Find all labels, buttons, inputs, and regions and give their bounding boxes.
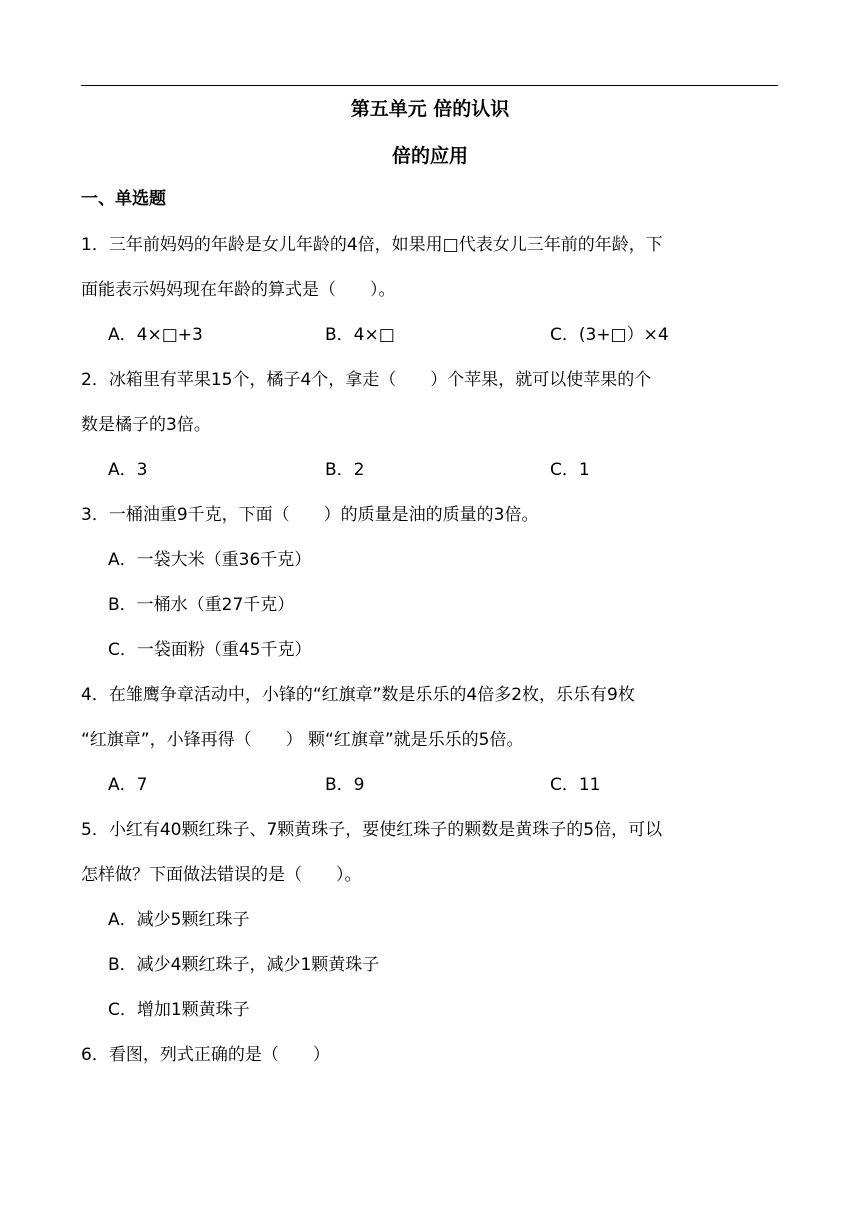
- question-text-line: 数是橘子的3倍。: [81, 415, 211, 435]
- section-heading: 一、单选题: [81, 189, 166, 209]
- question-text-line: 2．冰箱里有苹果15个，橘子4个，拿走（ ）个苹果，就可以使苹果的个: [81, 370, 652, 390]
- option-b: B．一桶水（重27千克）: [108, 595, 295, 615]
- option-c: C．11: [550, 775, 601, 795]
- option-c: C．1: [550, 460, 590, 480]
- question-text-line: 面能表示妈妈现在年龄的算式是（ ）。: [81, 280, 396, 300]
- option-b: B．9: [325, 775, 365, 795]
- page-subtitle: 倍的应用: [391, 145, 468, 167]
- option-a: A．4×□+3: [108, 325, 203, 345]
- question-text-line: “红旗章”，小锋再得（ ） 颗“红旗章”就是乐乐的5倍。: [81, 730, 524, 750]
- question-text-line: 4．在雏鹰争章活动中，小锋的“红旗章”数是乐乐的4倍多2枚，乐乐有9枚: [81, 685, 635, 705]
- option-a: A．一袋大米（重36千克）: [108, 550, 312, 570]
- question-text-line: 6．看图，列式正确的是（ ）: [81, 1045, 330, 1065]
- option-a: A．减少5颗红珠子: [108, 910, 250, 930]
- header-rule: [81, 85, 778, 86]
- option-c: C．增加1颗黄珠子: [108, 1000, 250, 1020]
- option-a: A．7: [108, 775, 148, 795]
- option-c: C．一袋面粉（重45千克）: [108, 640, 312, 660]
- question-text-line: 5．小红有40颗红珠子、7颗黄珠子，要使红珠子的颗数是黄珠子的5倍，可以: [81, 820, 663, 840]
- option-c: C．(3+□）×4: [550, 325, 669, 345]
- option-b: B．2: [325, 460, 365, 480]
- option-b: B．4×□: [325, 325, 395, 345]
- page-title: 第五单元 倍的认识: [350, 98, 510, 120]
- option-b: B．减少4颗红珠子，减少1颗黄珠子: [108, 955, 380, 975]
- question-text-line: 怎样做？下面做法错误的是（ ）。: [81, 865, 362, 885]
- option-a: A．3: [108, 460, 148, 480]
- question-text-line: 3．一桶油重9千克，下面（ ）的质量是油的质量的3倍。: [81, 505, 539, 525]
- question-text-line: 1．三年前妈妈的年龄是女儿年龄的4倍，如果用□代表女儿三年前的年龄，下: [81, 235, 663, 255]
